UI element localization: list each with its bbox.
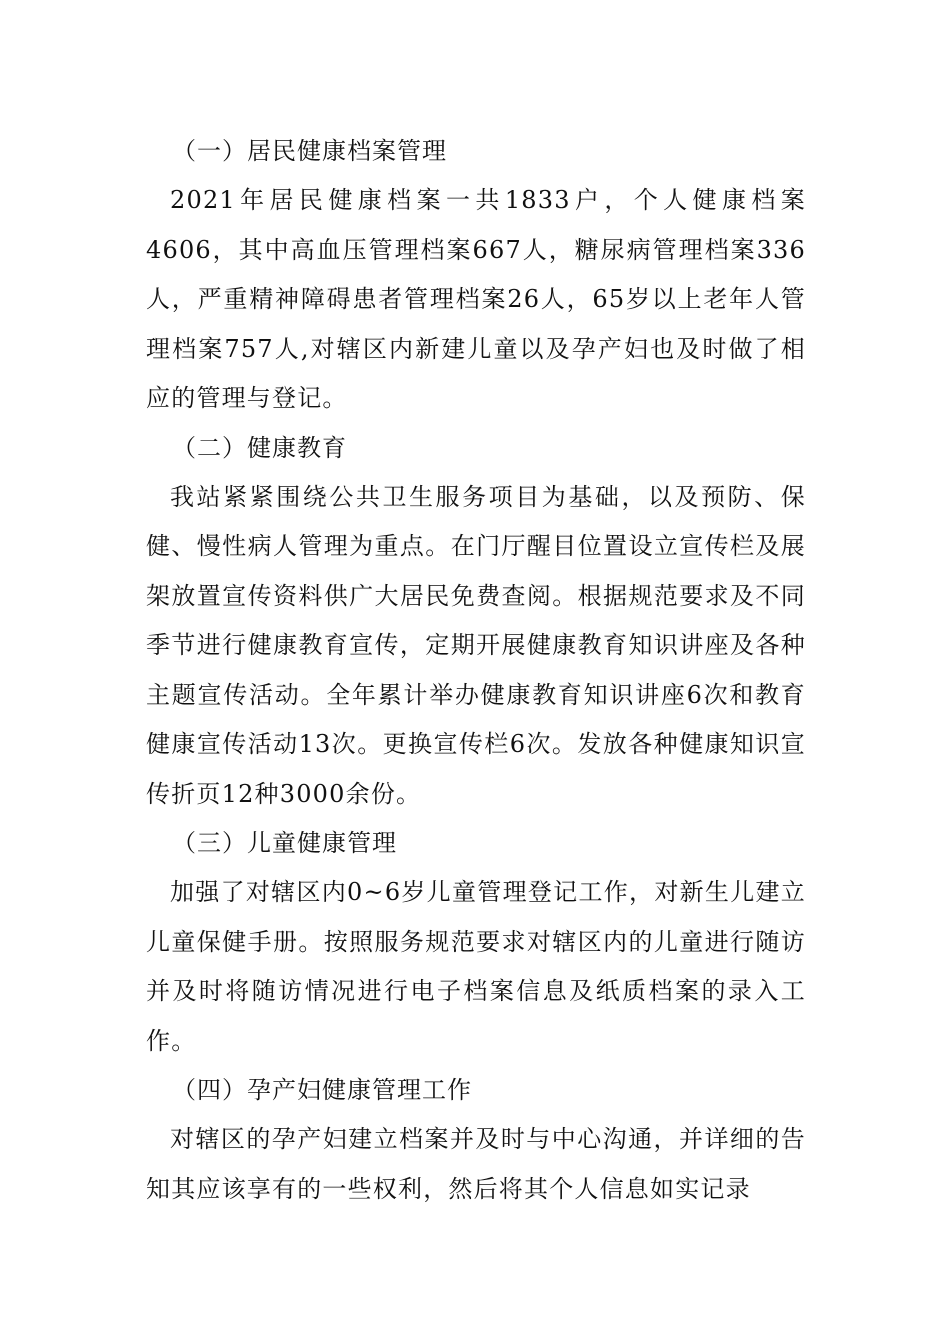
document-body	[146, 127, 806, 1214]
section-heading-2: （二）健康教育	[172, 433, 347, 462]
section-paragraph-1: 2021年居民健康档案一共1833户，个人健康档案4606，其中高血压管理档案667人，糖尿病管理档案336人，严重精神障碍患者管理档案26人，65岁以上老年人管理档案757人,对辖区内新建儿童以及孕产妇也及时做了相应的管理与登记。	[146, 186, 806, 412]
section-heading-3: （三）儿童健康管理	[172, 829, 397, 857]
section-paragraph-4: 对辖区的孕产妇建立档案并及时与中心沟通，并详细的告知其应该享有的一些权利，然后将其个人信息如实记录	[146, 1125, 806, 1203]
section-heading-1: （一）居民健康档案管理	[172, 137, 447, 165]
section-paragraph-2: 我站紧紧围绕公共卫生服务项目为基础，以及预防、保健、慢性病人管理为重点。在门厅醒目位置设立宣传栏及展架放置宣传资料供广大居民免费查阅。根据规范要求及不同季节进行健康教育宣传，定期开展健康教育知识讲座及各种主题宣传活动。全年累计举办健康教育知识讲座6次和教育健康宣传活动13次。更换宣传栏6次。发放各种健康知识宣传折页12种3000余份。	[146, 482, 806, 808]
section-heading-4: （四）孕产妇健康管理工作	[172, 1076, 472, 1104]
section-paragraph-3: 加强了对辖区内0~6岁儿童管理登记工作，对新生儿建立儿童保健手册。按照服务规范要求对辖区内的儿童进行随访并及时将随访情况进行电子档案信息及纸质档案的录入工作。	[146, 878, 806, 1055]
